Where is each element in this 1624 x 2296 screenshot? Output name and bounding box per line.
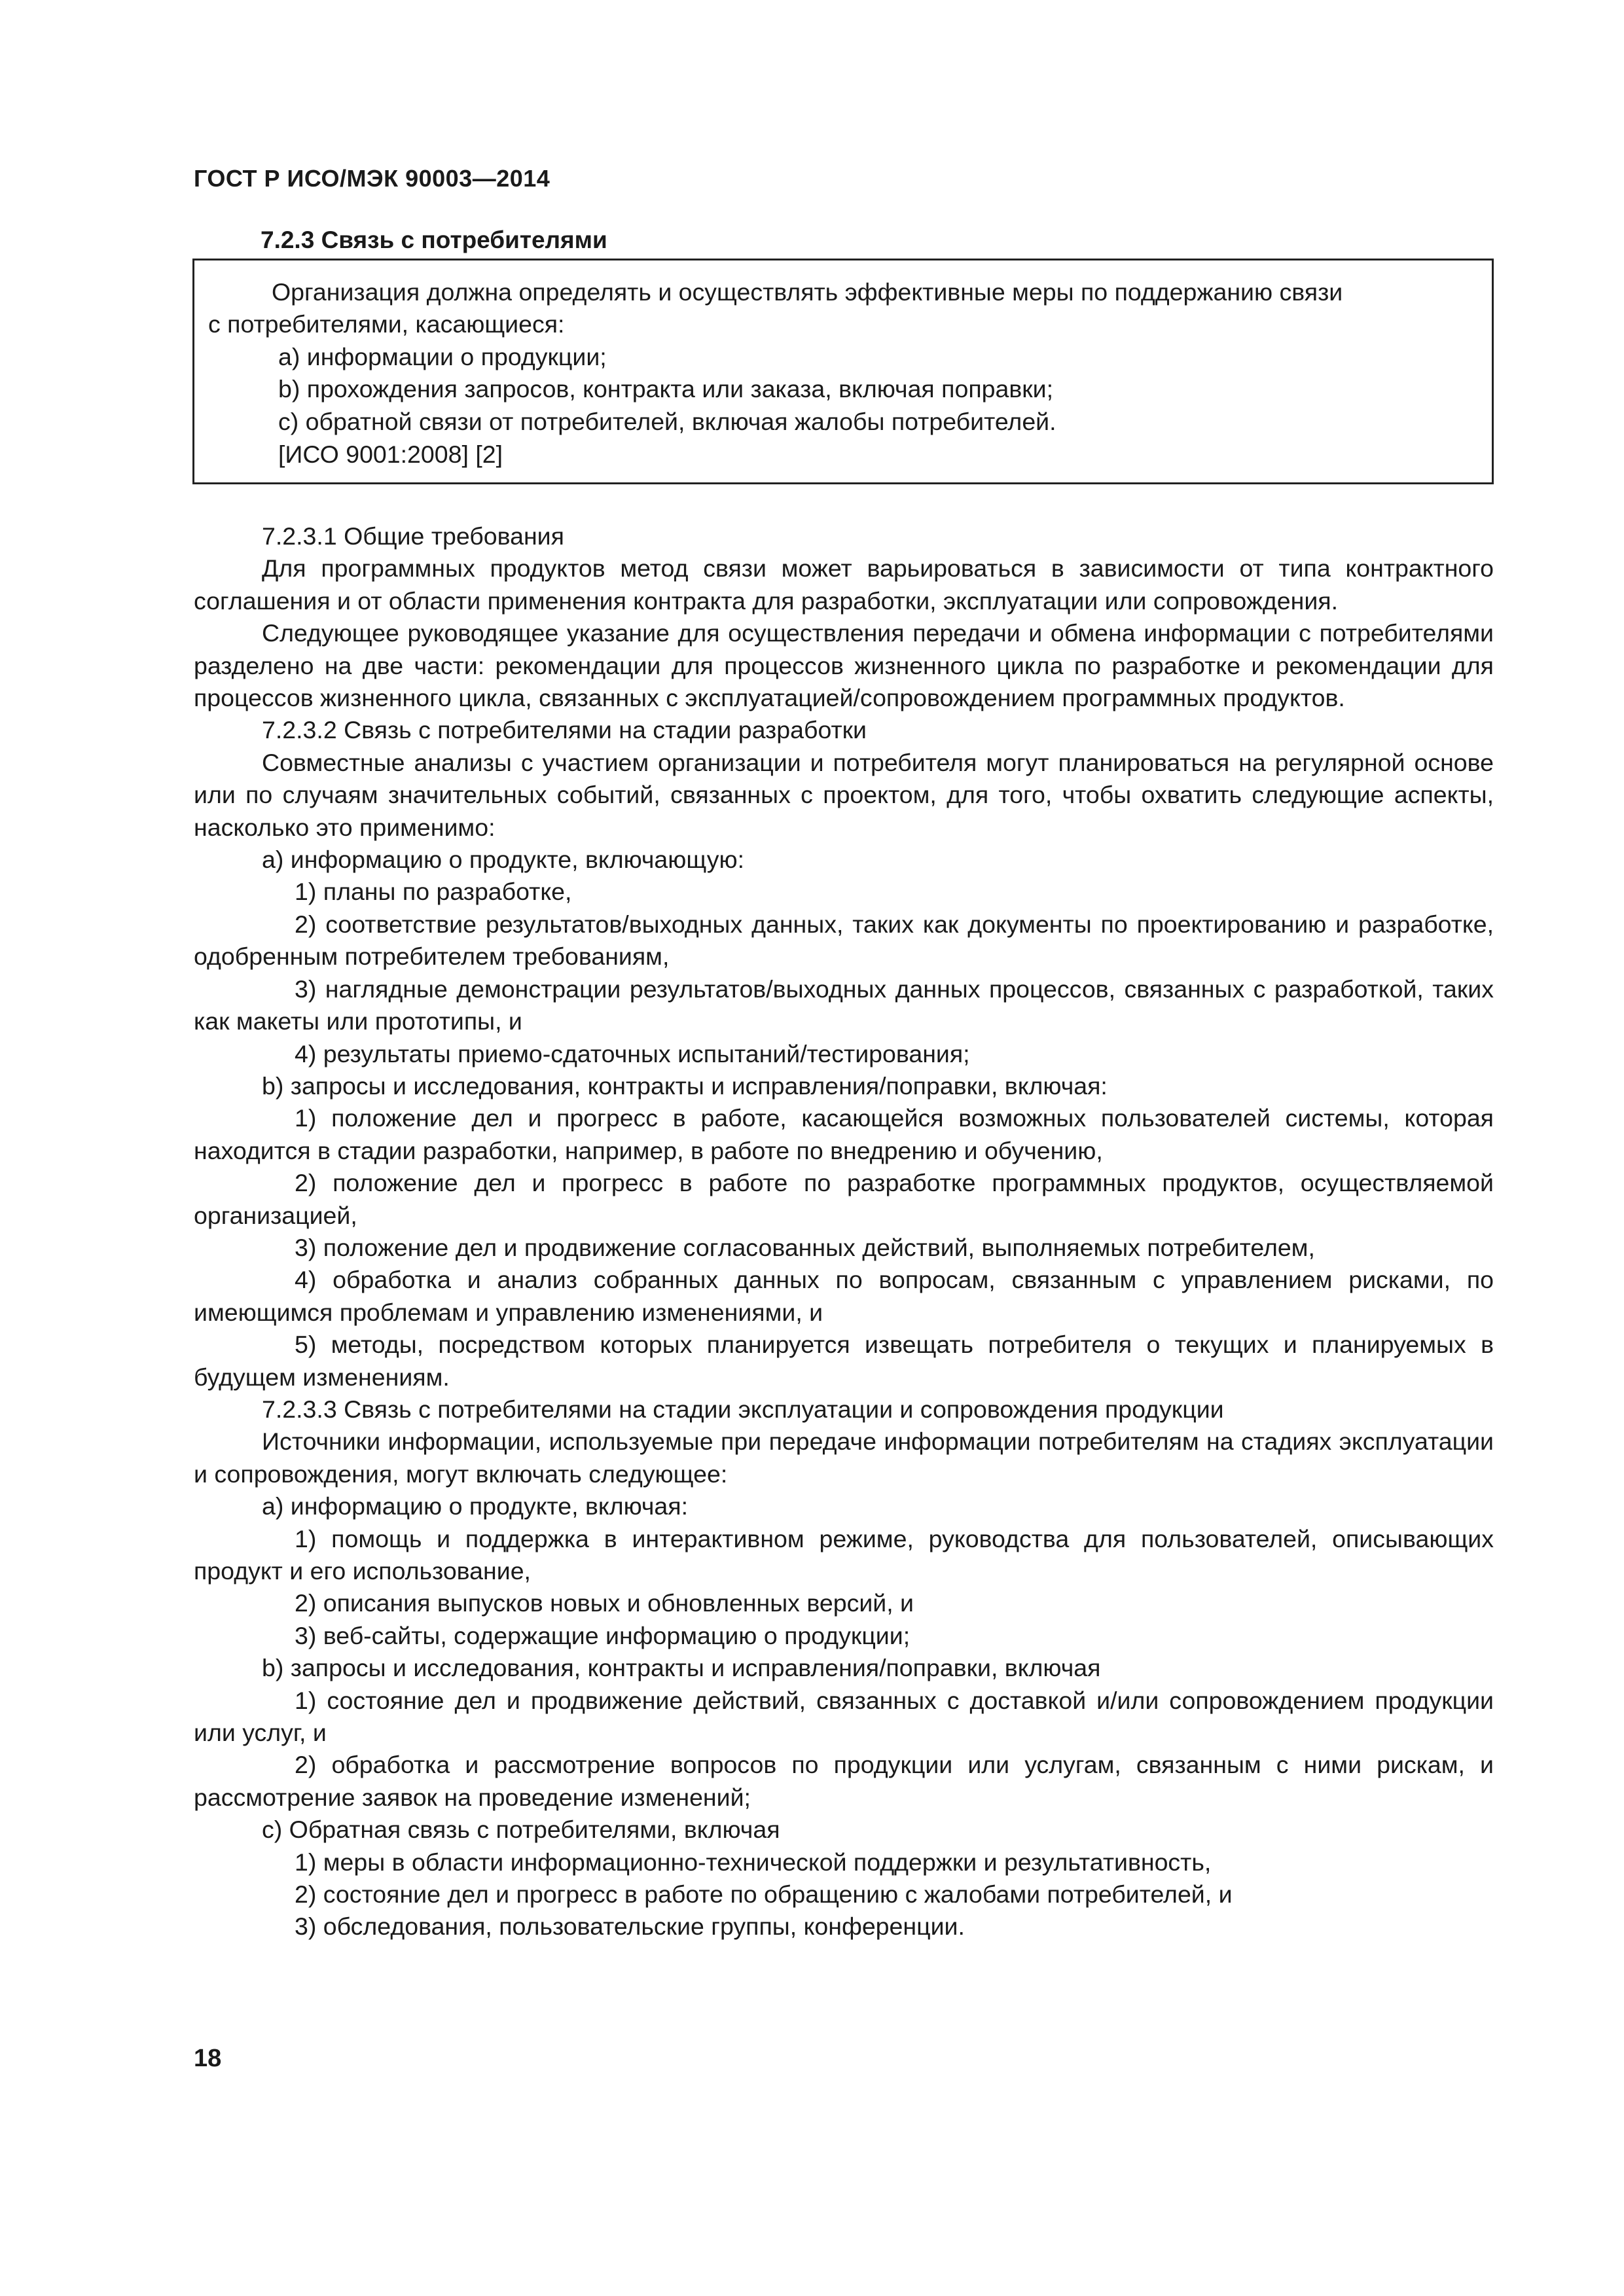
sub-list-item: 1) помощь и поддержка в интерактивном режиме, руководства для пользователей, описывающих продукт и его использование, [194, 1524, 1494, 1585]
paragraph: Совместные анализы с участием организации и потребителя могут планироваться на регулярной основе или по случаям значительных событий, связанных с проектом, для того, чтобы охватить следующие аспекты, насколько это применимо: [194, 748, 1494, 841]
paragraph: Источники информации, используемые при передаче информации потребителям на стадиях эксплуатации и сопровождения, могут включать следующее: [194, 1427, 1494, 1488]
sub-list-item: 1) меры в области информационно-технической поддержки и результативность, [295, 1848, 1212, 1876]
requirement-line: [ИСО 9001:2008] [2] [278, 440, 503, 468]
page-number: 18 [194, 2045, 222, 2072]
sub-list-item: 3) веб-сайты, содержащие информацию о продукции; [295, 1621, 911, 1649]
requirement-line: Организация должна определять и осуществлять эффективные меры по поддержанию связи [272, 278, 1343, 306]
requirement-line: с потребителями, касающиеся: [208, 310, 565, 338]
list-item: а) информацию о продукте, включая: [262, 1492, 689, 1520]
list-item: b) запросы и исследования, контракты и исправления/поправки, включая: [262, 1071, 1108, 1100]
list-item: c) Обратная связь с потребителями, включая [262, 1816, 780, 1844]
sub-list-item: 4) результаты приемо-сдаточных испытаний/тестирования; [295, 1039, 970, 1067]
list-item: а) информацию о продукте, включающую: [262, 846, 744, 874]
sub-list-item: 1) положение дел и прогресс в работе, касающейся возможных пользователей системы, которая находится в стадии разработки, например, в работе по внедрению и обучению, [194, 1104, 1494, 1164]
sub-list-item: 2) соответствие результатов/выходных данных, таких как документы по проектированию и разработке, одобренным потребителем требованиям, [194, 910, 1494, 971]
sub-list-item: 3) положение дел и продвижение согласованных действий, выполняемых потребителем, [295, 1233, 1315, 1261]
subsection-heading: 7.2.3.3 Связь с потребителями на стадии эксплуатации и сопровождения продукции [262, 1395, 1224, 1423]
section-title: 7.2.3 Связь с потребителями [261, 226, 607, 253]
paragraph: Следующее руководящее указание для осуществления передачи и обмена информации с потребителями разделено на две части: рекомендации для процессов жизненного цикла по разработке и рекомендации для процессов жизненного цикла, связанных с эксплуатацией/сопровождением программных продуктов. [194, 619, 1494, 712]
paragraph: Для программных продуктов метод связи может варьироваться в зависимости от типа контрактного соглашения и от области применения контракта для разработки, эксплуатации или сопровождения. [194, 554, 1494, 615]
sub-list-item: 3) обследования, пользовательские группы, конференции. [295, 1912, 965, 1941]
document-header: ГОСТ Р ИСО/МЭК 90003—2014 [194, 165, 550, 192]
sub-list-item: 4) обработка и анализ собранных данных по вопросам, связанным с управлением рисками, по имеющимся проблемам и управлению изменениями, и [194, 1266, 1494, 1326]
sub-list-item: 1) состояние дел и продвижение действий, связанных с доставкой и/или сопровождением продукции или услуг, и [194, 1686, 1494, 1747]
requirement-box [192, 259, 1494, 484]
subsection-heading: 7.2.3.2 Связь с потребителями на стадии разработки [262, 716, 867, 744]
sub-list-item: 2) обработка и рассмотрение вопросов по продукции или услугам, связанным с ними рискам, и рассмотрение заявок на проведение изменений; [194, 1751, 1494, 1811]
sub-list-item: 2) положение дел и прогресс в работе по разработке программных продуктов, осуществляемой организацией, [194, 1169, 1494, 1229]
subsection-heading: 7.2.3.1 Общие требования [262, 522, 564, 550]
sub-list-item: 1) планы по разработке, [295, 878, 572, 906]
body-text [194, 520, 1494, 1943]
sub-list-item: 2) описания выпусков новых и обновленных версий, и [295, 1589, 914, 1617]
requirement-line: а) информации о продукции; [278, 343, 607, 370]
sub-list-item: 3) наглядные демонстрации результатов/выходных данных процессов, связанных с разработкой, таких как макеты или прототипы, и [194, 975, 1494, 1035]
sub-list-item: 2) состояние дел и прогресс в работе по обращению с жалобами потребителей, и [295, 1880, 1233, 1909]
sub-list-item: 5) методы, посредством которых планируется извещать потребителя о текущих и планируемых в будущем изменениям. [194, 1331, 1494, 1391]
requirement-line: b) прохождения запросов, контракта или заказа, включая поправки; [278, 375, 1054, 403]
requirement-line: c) обратной связи от потребителей, включая жалобы потребителей. [278, 408, 1056, 435]
list-item: b) запросы и исследования, контракты и исправления/поправки, включая [262, 1654, 1101, 1682]
